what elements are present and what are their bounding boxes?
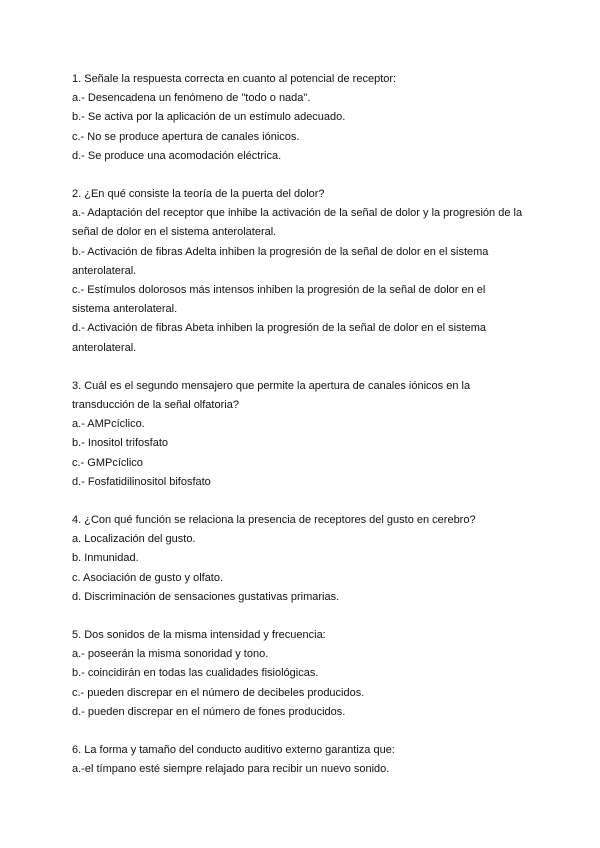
option-d: d.- pueden discrepar en el número de fones producidos. (72, 705, 346, 718)
option-c-continued: sistema anterolateral. (72, 303, 178, 316)
option-c: c.- pueden discrepar en el número de decibeles producidos. (72, 686, 365, 699)
question-text: 2. ¿En qué consiste la teoría de la puerta del dolor? (72, 188, 325, 201)
question-5 (72, 626, 542, 722)
question-6 (72, 741, 542, 779)
option-b: b.- coincidirán en todas las cualidades fisiológicas. (72, 667, 319, 680)
option-d: d.- Se produce una acomodación eléctrica. (72, 149, 282, 162)
option-d: d.- Fosfatidilinositol bifosfato (72, 475, 211, 488)
option-d-continued: anterolateral. (72, 341, 137, 354)
question-list (72, 70, 542, 799)
question-text: 3. Cuál es el segundo mensajero que permite la apertura de canales iónicos en la (72, 379, 471, 392)
option-b-continued: anterolateral. (72, 264, 137, 277)
option-b: b. Inmunidad. (72, 552, 139, 565)
option-c: c. Asociación de gusto y olfato. (72, 571, 224, 584)
option-b: b.- Activación de fibras Adelta inhiben la progresión de la señal de dolor en el sistema (72, 245, 489, 258)
question-text: 6. La forma y tamaño del conducto auditivo externo garantiza que: (72, 744, 395, 757)
question-1 (72, 70, 542, 166)
option-d: d.- Activación de fibras Abeta inhiben la progresión de la señal de dolor en el sistema (72, 322, 486, 335)
question-3 (72, 377, 542, 492)
question-text: 5. Dos sonidos de la misma intensidad y frecuencia: (72, 629, 326, 642)
option-a: a.- AMPcíclico. (72, 418, 145, 431)
question-4 (72, 511, 542, 607)
option-a: a. Localización del gusto. (72, 533, 196, 546)
option-b: b.- Inositol trifosfato (72, 437, 168, 450)
question-2 (72, 185, 542, 358)
option-c: c.- No se produce apertura de canales iónicos. (72, 130, 300, 143)
option-a-continued: señal de dolor en el sistema anterolateral. (72, 226, 277, 239)
option-c: c.- GMPcíclico (72, 456, 143, 469)
option-d: d. Discriminación de sensaciones gustativas primarias. (72, 590, 340, 603)
option-c: c.- Estímulos dolorosos más intensos inhiben la progresión de la señal de dolor en el (72, 284, 486, 297)
option-a: a.- Adaptación del receptor que inhibe la activación de la señal de dolor y la progresión de la (72, 207, 523, 220)
option-a: a.- Desencadena un fenómeno de "todo o nada". (72, 92, 311, 105)
option-b: b.- Se activa por la aplicación de un estímulo adecuado. (72, 111, 346, 124)
option-a: a.-el tímpano esté siempre relajado para recibir un nuevo sonido. (72, 763, 390, 776)
option-a: a.- poseerán la misma sonoridad y tono. (72, 648, 269, 661)
question-text-continued: transducción de la señal olfatoria? (72, 399, 239, 412)
question-text: 1. Señale la respuesta correcta en cuanto al potencial de receptor: (72, 73, 397, 85)
question-text: 4. ¿Con qué función se relaciona la presencia de receptores del gusto en cerebro? (72, 514, 476, 527)
